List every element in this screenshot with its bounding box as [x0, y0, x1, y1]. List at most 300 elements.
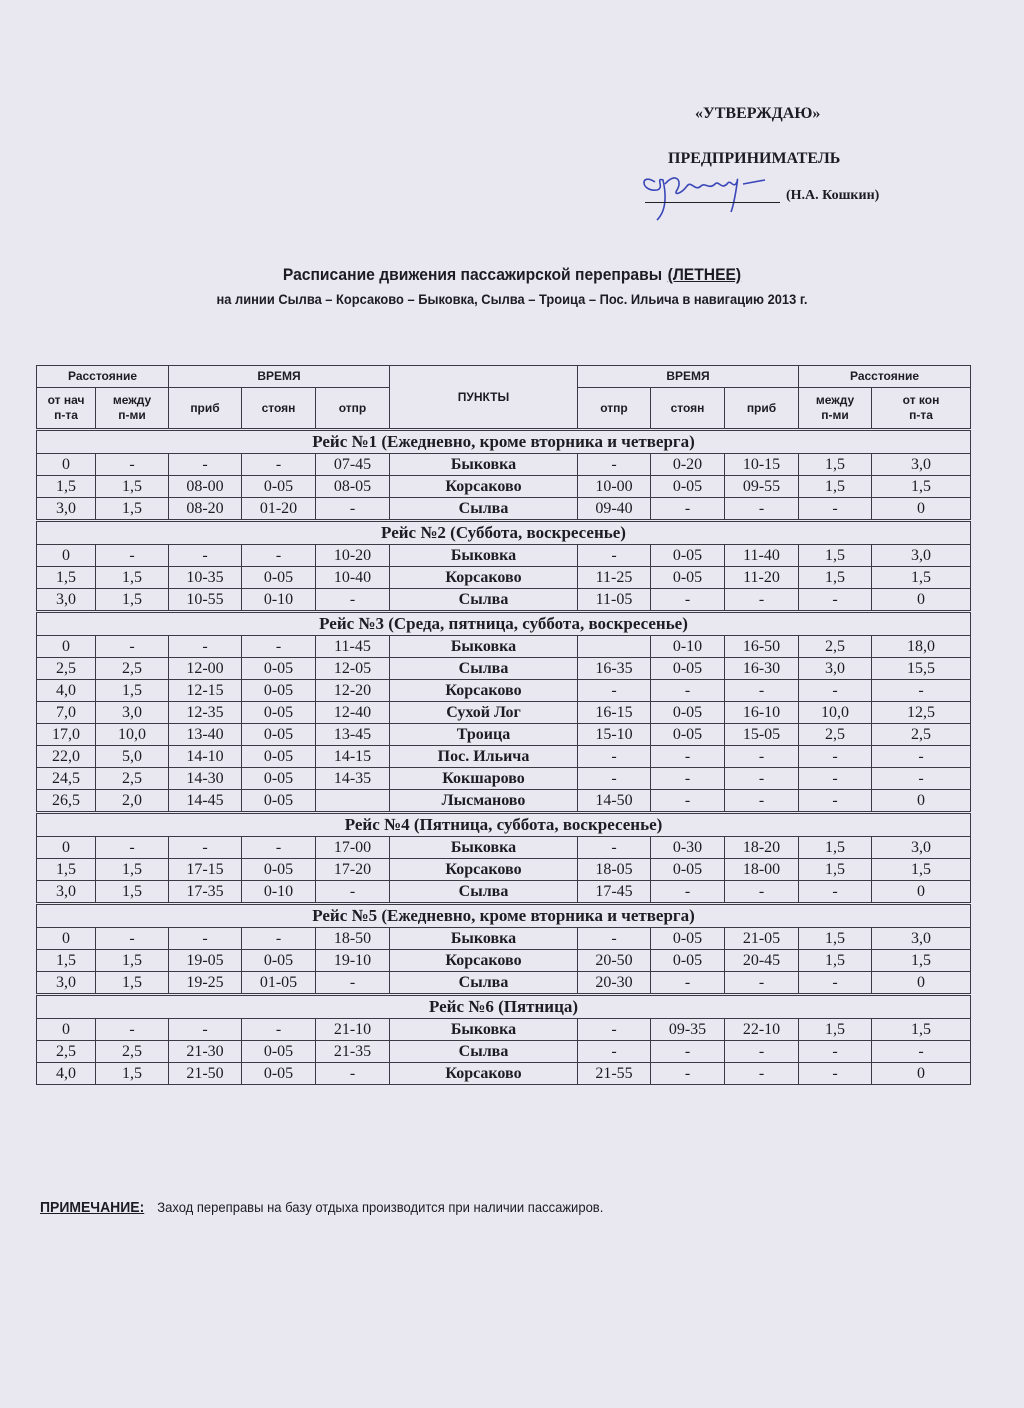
table-cell: 0-30 — [651, 837, 725, 859]
table-cell: 12-20 — [316, 680, 390, 702]
approval-heading: «УТВЕРЖДАЮ» — [695, 105, 821, 122]
point-name: Быковка — [390, 837, 578, 859]
table-cell: - — [316, 881, 390, 904]
table-cell: - — [799, 589, 872, 612]
table-cell: 19-05 — [169, 950, 242, 972]
table-cell: 2,5 — [96, 1041, 169, 1063]
table-cell: - — [651, 746, 725, 768]
table-cell: - — [725, 768, 799, 790]
table-cell: 09-40 — [578, 498, 651, 521]
table-cell: - — [799, 881, 872, 904]
point-name: Корсаково — [390, 680, 578, 702]
table-cell: - — [169, 545, 242, 567]
table-cell: 08-05 — [316, 476, 390, 498]
table-cell: 10-00 — [578, 476, 651, 498]
title-season: (ЛЕТНЕЕ) — [667, 265, 742, 284]
point-name: Пос. Ильича — [390, 746, 578, 768]
header-arr-right: приб — [725, 388, 799, 430]
table-cell: 0 — [872, 589, 971, 612]
table-cell: 0-05 — [242, 746, 316, 768]
table-cell: 22,0 — [37, 746, 96, 768]
table-cell: 2,5 — [96, 658, 169, 680]
table-row — [37, 1063, 971, 1085]
trip-header-row — [37, 813, 971, 837]
table-cell: 0 — [872, 790, 971, 813]
point-name: Сылва — [390, 589, 578, 612]
table-row — [37, 837, 971, 859]
table-cell: 2,0 — [96, 790, 169, 813]
table-cell: - — [242, 545, 316, 567]
table-cell: 1,5 — [96, 476, 169, 498]
table-cell: 0-05 — [242, 567, 316, 589]
table-cell: 1,5 — [96, 567, 169, 589]
trip-header-row — [37, 430, 971, 454]
table-cell: 1,5 — [799, 454, 872, 476]
table-cell: - — [725, 881, 799, 904]
table-cell: - — [96, 1019, 169, 1041]
table-row — [37, 950, 971, 972]
table-cell: 1,5 — [799, 545, 872, 567]
header-between-right-text: между п-ми — [815, 393, 855, 422]
table-row — [37, 636, 971, 658]
table-cell: 19-25 — [169, 972, 242, 995]
point-name: Лысманово — [390, 790, 578, 813]
table-cell: 21-35 — [316, 1041, 390, 1063]
table-cell: 18-00 — [725, 859, 799, 881]
trip-title: Рейс №1 (Ежедневно, кроме вторника и четверга) — [37, 430, 971, 454]
table-cell: 22-10 — [725, 1019, 799, 1041]
table-cell: 11-20 — [725, 567, 799, 589]
table-cell: 18,0 — [872, 636, 971, 658]
point-name: Корсаково — [390, 476, 578, 498]
trip-title: Рейс №2 (Суббота, воскресенье) — [37, 521, 971, 545]
table-cell: - — [799, 768, 872, 790]
table-cell: - — [242, 636, 316, 658]
document-title — [41, 265, 983, 285]
table-cell: 1,5 — [96, 881, 169, 904]
trip-header-row — [37, 612, 971, 636]
table-cell: 16-30 — [725, 658, 799, 680]
document-subtitle: на линии Сылва – Корсаково – Быковка, Сылва – Троица – Пос. Ильича в навигацию 2013 г. — [216, 291, 808, 307]
table-cell: 21-05 — [725, 928, 799, 950]
table-cell: 15,5 — [872, 658, 971, 680]
table-cell: 11-40 — [725, 545, 799, 567]
table-cell: 15-05 — [725, 724, 799, 746]
table-cell: 01-05 — [242, 972, 316, 995]
table-cell: 20-45 — [725, 950, 799, 972]
table-row — [37, 680, 971, 702]
table-cell: 1,5 — [872, 950, 971, 972]
table-cell: - — [872, 1041, 971, 1063]
table-cell: - — [316, 1063, 390, 1085]
table-cell — [316, 790, 390, 813]
table-cell: - — [578, 768, 651, 790]
table-cell: - — [651, 768, 725, 790]
table-cell: - — [578, 1041, 651, 1063]
header-distance-right: Расстояние — [799, 366, 971, 388]
table-cell: - — [872, 680, 971, 702]
table-cell: 2,5 — [799, 636, 872, 658]
table-cell: - — [725, 1041, 799, 1063]
table-row — [37, 1019, 971, 1041]
header-between-left — [96, 388, 169, 430]
table-cell: 0 — [872, 881, 971, 904]
point-name: Корсаково — [390, 567, 578, 589]
point-name: Сылва — [390, 498, 578, 521]
trip-title: Рейс №5 (Ежедневно, кроме вторника и четверга) — [37, 904, 971, 928]
table-cell: - — [872, 746, 971, 768]
table-cell: 13-45 — [316, 724, 390, 746]
table-cell: 21-30 — [169, 1041, 242, 1063]
table-cell: - — [651, 589, 725, 612]
trip-header-row — [37, 521, 971, 545]
table-cell: 24,5 — [37, 768, 96, 790]
table-cell: 1,5 — [96, 972, 169, 995]
table-cell: 0 — [37, 454, 96, 476]
table-cell: 1,5 — [96, 1063, 169, 1085]
table-row — [37, 589, 971, 612]
table-cell: 14-10 — [169, 746, 242, 768]
table-cell: 0-05 — [242, 702, 316, 724]
title-main: Расписание движения пассажирской переправы — [282, 265, 663, 284]
table-cell: 1,5 — [37, 859, 96, 881]
table-cell: 14-45 — [169, 790, 242, 813]
table-cell: 0-05 — [242, 768, 316, 790]
table-cell: 1,5 — [96, 950, 169, 972]
trip-title: Рейс №4 (Пятница, суббота, воскресенье) — [37, 813, 971, 837]
table-cell: 1,5 — [799, 567, 872, 589]
table-row — [37, 972, 971, 995]
table-cell: 2,5 — [96, 768, 169, 790]
table-cell: 0-05 — [651, 724, 725, 746]
table-cell: 17-35 — [169, 881, 242, 904]
table-cell: 3,0 — [872, 545, 971, 567]
table-cell: - — [578, 746, 651, 768]
table-cell: - — [316, 498, 390, 521]
table-cell: 11-45 — [316, 636, 390, 658]
table-row — [37, 454, 971, 476]
table-row — [37, 658, 971, 680]
table-cell: 3,0 — [96, 702, 169, 724]
table-cell: 0-05 — [651, 859, 725, 881]
table-cell: - — [725, 680, 799, 702]
table-cell: 1,5 — [37, 950, 96, 972]
table-cell: 18-50 — [316, 928, 390, 950]
table-row — [37, 567, 971, 589]
table-body — [37, 430, 971, 1085]
table-cell: - — [578, 454, 651, 476]
table-cell: 0-05 — [242, 658, 316, 680]
table-cell: 1,5 — [96, 680, 169, 702]
point-name: Корсаково — [390, 950, 578, 972]
header-time-left: ВРЕМЯ — [169, 366, 390, 388]
table-cell: 1,5 — [799, 1019, 872, 1041]
table-row — [37, 859, 971, 881]
table-cell: 3,0 — [872, 928, 971, 950]
table-cell: - — [725, 972, 799, 995]
table-cell: 4,0 — [37, 1063, 96, 1085]
table-cell: 0-20 — [651, 454, 725, 476]
table-cell: - — [799, 1041, 872, 1063]
trip-title: Рейс №6 (Пятница) — [37, 995, 971, 1019]
table-cell: 12-15 — [169, 680, 242, 702]
point-name: Сылва — [390, 881, 578, 904]
table-cell: 08-00 — [169, 476, 242, 498]
table-cell: - — [578, 545, 651, 567]
note-label: ПРИМЕЧАНИЕ: — [40, 1199, 145, 1216]
table-cell: 12-40 — [316, 702, 390, 724]
table-cell: 14-35 — [316, 768, 390, 790]
header-points: ПУНКТЫ — [390, 366, 578, 430]
table-cell: 0-10 — [242, 589, 316, 612]
table-cell: 12-05 — [316, 658, 390, 680]
table-cell: - — [725, 790, 799, 813]
table-cell: 10-20 — [316, 545, 390, 567]
table-cell: 1,5 — [799, 859, 872, 881]
trip-header-row — [37, 995, 971, 1019]
table-cell: - — [96, 454, 169, 476]
table-cell: 0 — [872, 972, 971, 995]
table-cell: - — [96, 545, 169, 567]
table-cell: 0 — [37, 837, 96, 859]
header-stop-right: стоян — [651, 388, 725, 430]
approval-position: ПРЕДПРИНИМАТЕЛЬ — [668, 150, 841, 167]
table-cell: 5,0 — [96, 746, 169, 768]
table-cell: 1,5 — [799, 476, 872, 498]
table-cell: - — [651, 498, 725, 521]
table-cell: 1,5 — [872, 1019, 971, 1041]
header-distance-left: Расстояние — [37, 366, 169, 388]
table-cell: - — [651, 881, 725, 904]
table-cell: 11-25 — [578, 567, 651, 589]
table-cell: 10,0 — [96, 724, 169, 746]
table-cell: 1,5 — [96, 589, 169, 612]
table-row — [37, 790, 971, 813]
table-cell: 0-05 — [242, 790, 316, 813]
table-cell: 0 — [872, 1063, 971, 1085]
table-cell: 3,0 — [872, 837, 971, 859]
table-cell: - — [169, 837, 242, 859]
table-cell: 07-45 — [316, 454, 390, 476]
table-cell: 17-20 — [316, 859, 390, 881]
table-cell: 12,5 — [872, 702, 971, 724]
approver-name: (Н.А. Кошкин) — [786, 188, 880, 203]
table-cell: 17-45 — [578, 881, 651, 904]
header-dep-right: отпр — [578, 388, 651, 430]
table-cell: - — [651, 790, 725, 813]
table-cell: - — [799, 972, 872, 995]
point-name: Сылва — [390, 1041, 578, 1063]
table-cell: 17-15 — [169, 859, 242, 881]
point-name: Быковка — [390, 1019, 578, 1041]
table-cell: 21-55 — [578, 1063, 651, 1085]
table-cell: 08-20 — [169, 498, 242, 521]
table-cell: 20-30 — [578, 972, 651, 995]
table-cell: 3,0 — [37, 498, 96, 521]
table-row — [37, 498, 971, 521]
point-name: Троица — [390, 724, 578, 746]
table-cell: 2,5 — [37, 1041, 96, 1063]
table-cell: 1,5 — [799, 928, 872, 950]
table-cell: 1,5 — [799, 837, 872, 859]
table-cell: - — [578, 1019, 651, 1041]
table-cell: - — [799, 498, 872, 521]
table-cell: 0 — [37, 636, 96, 658]
table-cell: 26,5 — [37, 790, 96, 813]
table-cell: - — [316, 972, 390, 995]
table-cell: - — [799, 746, 872, 768]
table-row — [37, 881, 971, 904]
schedule-table — [36, 365, 971, 1085]
table-cell: 20-50 — [578, 950, 651, 972]
table-cell: 09-35 — [651, 1019, 725, 1041]
table-cell: 3,0 — [799, 658, 872, 680]
table-cell: 16-35 — [578, 658, 651, 680]
table-cell: 0-05 — [242, 859, 316, 881]
table-row — [37, 928, 971, 950]
header-from-end — [872, 388, 971, 430]
table-header — [37, 366, 971, 430]
table-cell: 0-05 — [242, 1063, 316, 1085]
table-cell: - — [799, 680, 872, 702]
table-cell: 12-35 — [169, 702, 242, 724]
table-cell: 3,0 — [872, 454, 971, 476]
header-between-right — [799, 388, 872, 430]
table-cell: - — [725, 746, 799, 768]
table-cell: 18-05 — [578, 859, 651, 881]
point-name: Сылва — [390, 658, 578, 680]
table-cell: 0-05 — [651, 702, 725, 724]
header-stop-left: стоян — [242, 388, 316, 430]
table-cell: 10-15 — [725, 454, 799, 476]
table-cell: - — [96, 928, 169, 950]
table-cell: - — [725, 1063, 799, 1085]
point-name: Сухой Лог — [390, 702, 578, 724]
table-cell: 19-10 — [316, 950, 390, 972]
trip-header-row — [37, 904, 971, 928]
table-row — [37, 476, 971, 498]
table-cell: 13-40 — [169, 724, 242, 746]
table-cell: 14-50 — [578, 790, 651, 813]
table-cell: 3,0 — [37, 972, 96, 995]
table-cell: 10,0 — [799, 702, 872, 724]
table-row — [37, 702, 971, 724]
table-cell: 16-15 — [578, 702, 651, 724]
table-cell: - — [799, 790, 872, 813]
table-cell: - — [578, 928, 651, 950]
point-name: Корсаково — [390, 1063, 578, 1085]
table-cell: - — [578, 680, 651, 702]
signature-icon — [635, 162, 785, 222]
point-name: Быковка — [390, 454, 578, 476]
table-cell: 0-05 — [651, 476, 725, 498]
table-cell: 18-20 — [725, 837, 799, 859]
table-cell: 01-20 — [242, 498, 316, 521]
table-cell: 3,0 — [37, 881, 96, 904]
table-cell: 1,5 — [37, 476, 96, 498]
table-cell: 1,5 — [37, 567, 96, 589]
point-name: Быковка — [390, 928, 578, 950]
header-from-end-text: от кон п-та — [902, 393, 940, 422]
table-cell: 1,5 — [872, 567, 971, 589]
table-cell: - — [651, 1063, 725, 1085]
point-name: Корсаково — [390, 859, 578, 881]
table-row — [37, 746, 971, 768]
note-text: Заход переправы на базу отдыха производится при наличии пассажиров. — [157, 1199, 604, 1215]
table-cell: 1,5 — [872, 476, 971, 498]
table-cell: 16-50 — [725, 636, 799, 658]
table-cell — [578, 636, 651, 658]
table-cell: 14-30 — [169, 768, 242, 790]
table-cell: - — [651, 972, 725, 995]
table-cell: - — [169, 928, 242, 950]
table-cell: 21-10 — [316, 1019, 390, 1041]
point-name: Кокшарово — [390, 768, 578, 790]
table-cell: 0 — [37, 545, 96, 567]
table-cell: 0 — [37, 1019, 96, 1041]
table-cell: - — [651, 1041, 725, 1063]
table-cell: 17-00 — [316, 837, 390, 859]
table-cell: - — [872, 768, 971, 790]
table-cell: - — [725, 589, 799, 612]
header-from-start-text: от нач п-та — [47, 393, 85, 422]
table-cell: 1,5 — [872, 859, 971, 881]
table-cell: 0-05 — [651, 658, 725, 680]
table-cell: - — [96, 636, 169, 658]
table-cell: - — [242, 837, 316, 859]
table-cell: 2,5 — [37, 658, 96, 680]
table-cell: 10-35 — [169, 567, 242, 589]
table-cell: 0-05 — [242, 476, 316, 498]
table-cell: 0-05 — [651, 545, 725, 567]
table-cell: 0-10 — [242, 881, 316, 904]
table-cell: 17,0 — [37, 724, 96, 746]
table-cell: 16-10 — [725, 702, 799, 724]
table-cell: 0-05 — [242, 1041, 316, 1063]
table-cell: - — [242, 454, 316, 476]
table-cell: 0-05 — [242, 950, 316, 972]
table-cell: 11-05 — [578, 589, 651, 612]
table-cell: 0-05 — [651, 950, 725, 972]
table-cell: 2,5 — [872, 724, 971, 746]
table-cell: 0 — [872, 498, 971, 521]
table-cell: - — [96, 837, 169, 859]
table-cell: 7,0 — [37, 702, 96, 724]
trip-title: Рейс №3 (Среда, пятница, суббота, воскресенье) — [37, 612, 971, 636]
table-cell: 14-15 — [316, 746, 390, 768]
table-cell: 21-50 — [169, 1063, 242, 1085]
table-cell: 0 — [37, 928, 96, 950]
table-cell: - — [242, 928, 316, 950]
point-name: Быковка — [390, 636, 578, 658]
table-cell: 3,0 — [37, 589, 96, 612]
table-cell: 0-05 — [651, 928, 725, 950]
header-time-right: ВРЕМЯ — [578, 366, 799, 388]
table-cell: 09-55 — [725, 476, 799, 498]
table-cell: 1,5 — [96, 498, 169, 521]
table-cell: - — [651, 680, 725, 702]
table-row — [37, 545, 971, 567]
table-row — [37, 724, 971, 746]
table-cell: - — [169, 454, 242, 476]
header-from-start — [37, 388, 96, 430]
table-cell: 1,5 — [799, 950, 872, 972]
table-cell: 10-40 — [316, 567, 390, 589]
table-cell: - — [578, 837, 651, 859]
header-between-left-text: между п-ми — [112, 393, 152, 422]
table-cell: - — [799, 1063, 872, 1085]
table-cell: - — [725, 498, 799, 521]
